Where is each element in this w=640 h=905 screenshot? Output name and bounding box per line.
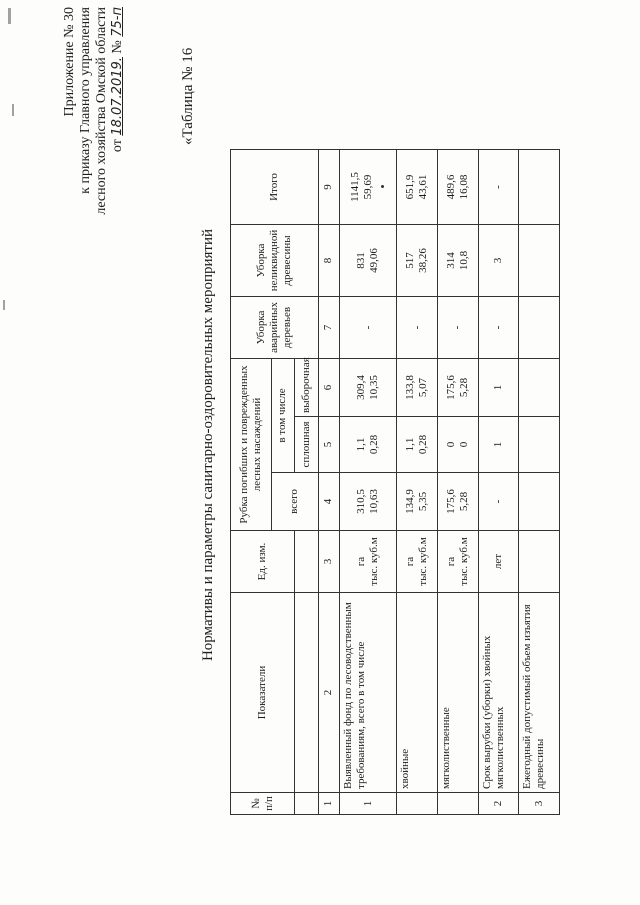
table-number: «Таблица № 16 (180, 47, 196, 145)
date-line (110, 7, 126, 277)
column-number: 2 (318, 593, 339, 793)
table-title: Нормативы и параметры санитарно-оздоровительных мероприятий (200, 228, 216, 662)
row-number: 1 (339, 793, 397, 815)
col-felling-header: Рубка погибших и поврежденных лесных насаждений (231, 358, 272, 530)
unit-cell: лет (478, 531, 519, 593)
total-cell (519, 473, 560, 531)
col-selective-header: выборочная (295, 358, 319, 416)
row-number (438, 793, 479, 815)
column-number: 4 (318, 473, 339, 531)
clear-cell (519, 417, 560, 473)
column-number: 6 (318, 358, 339, 416)
emergency-cell: - (438, 296, 479, 358)
wood-cell: 314 10,8 (438, 224, 479, 296)
clear-cell: 1,1 0,28 (339, 417, 397, 473)
row-label: хвойные (397, 593, 438, 793)
numbering-row (318, 149, 339, 814)
selective-cell: 133,8 5,07 (397, 358, 438, 416)
table-row (438, 149, 479, 814)
column-number: 9 (318, 149, 339, 224)
clear-cell: 0 0 (438, 417, 479, 473)
agency-line: лесного хозяйства Омской области (94, 7, 109, 215)
column-number: 8 (318, 224, 339, 296)
wood-cell: 3 (478, 224, 519, 296)
indicator-header-filler (295, 593, 319, 793)
num-header-filler (295, 793, 319, 815)
row-label: мягколиственные (438, 593, 479, 793)
unit-header-filler (295, 531, 319, 593)
number-label: № (110, 40, 125, 54)
sum-cell: 489,6 16,08 (438, 149, 479, 224)
unit-cell: га тыс. куб.м (339, 531, 397, 593)
row-label: Срок вырубки (уборки) хвойных мягколиственных (478, 593, 519, 793)
emergency-cell: - (397, 296, 438, 358)
selective-cell: 1 (478, 358, 519, 416)
col-total-header: всего (271, 473, 318, 531)
handwritten-number: 75-п (110, 7, 125, 37)
col-num-header: № п/п (231, 793, 295, 815)
wood-cell: 831 49,06 (339, 224, 397, 296)
unit-cell: га тыс. куб.м (438, 531, 479, 593)
total-cell: 175,6 5,28 (438, 473, 479, 531)
col-unit-header: Ед. изм. (231, 531, 295, 593)
row-number (397, 793, 438, 815)
order-line: к приказу Главного управления (78, 7, 93, 194)
emergency-cell: - (339, 296, 397, 358)
unit-cell: га тыс. куб.м (397, 531, 438, 593)
selective-cell: 309,4 10,35 (339, 358, 397, 416)
column-number: 1 (318, 793, 339, 815)
norms-table (230, 149, 560, 815)
date-prefix: от (110, 139, 125, 153)
selective-cell: 175,6 5,28 (438, 358, 479, 416)
row-number: 3 (519, 793, 560, 815)
sum-cell (519, 149, 560, 224)
total-cell: 310,5 10,63 (339, 473, 397, 531)
wood-cell: 517 38,26 (397, 224, 438, 296)
col-emergency-header: Уборка аварийных деревьев (231, 296, 319, 358)
table-row (397, 149, 438, 814)
order-reference (62, 7, 126, 277)
table-row (519, 149, 560, 814)
col-clear-header: сплошная (295, 417, 319, 473)
sum-cell: 1141,5 59,69 (339, 149, 397, 224)
row-label: Ежегодный допустимый объем изъятия древесины (519, 593, 560, 793)
unit-cell (519, 531, 560, 593)
column-number: 7 (318, 296, 339, 358)
emergency-cell (519, 296, 560, 358)
total-cell: - (478, 473, 519, 531)
sum-cell: - (478, 149, 519, 224)
header-row (231, 149, 272, 814)
column-number: 5 (318, 417, 339, 473)
col-sum-header: Итого (231, 149, 319, 224)
column-number: 3 (318, 531, 339, 593)
table-row (478, 149, 519, 814)
handwritten-date: 18.07.2019. (110, 57, 125, 136)
row-label: Выявленный фонд по лесоводственным требованиям, всего в том числе (339, 593, 397, 793)
col-in-that-header: в том числе (271, 358, 295, 472)
clear-cell: 1 (478, 417, 519, 473)
wood-cell (519, 224, 560, 296)
total-cell: 134,9 5,35 (397, 473, 438, 531)
table-row (339, 149, 397, 814)
clear-cell: 1,1 0,28 (397, 417, 438, 473)
selective-cell (519, 358, 560, 416)
col-indicator-header: Показатели (231, 593, 295, 793)
row-number: 2 (478, 793, 519, 815)
appendix-line: Приложение № 30 (62, 7, 77, 117)
sum-cell: 651,9 43,61 (397, 149, 438, 224)
emergency-cell: - (478, 296, 519, 358)
col-wood-header: Уборка неликвидной древесины (231, 224, 319, 296)
